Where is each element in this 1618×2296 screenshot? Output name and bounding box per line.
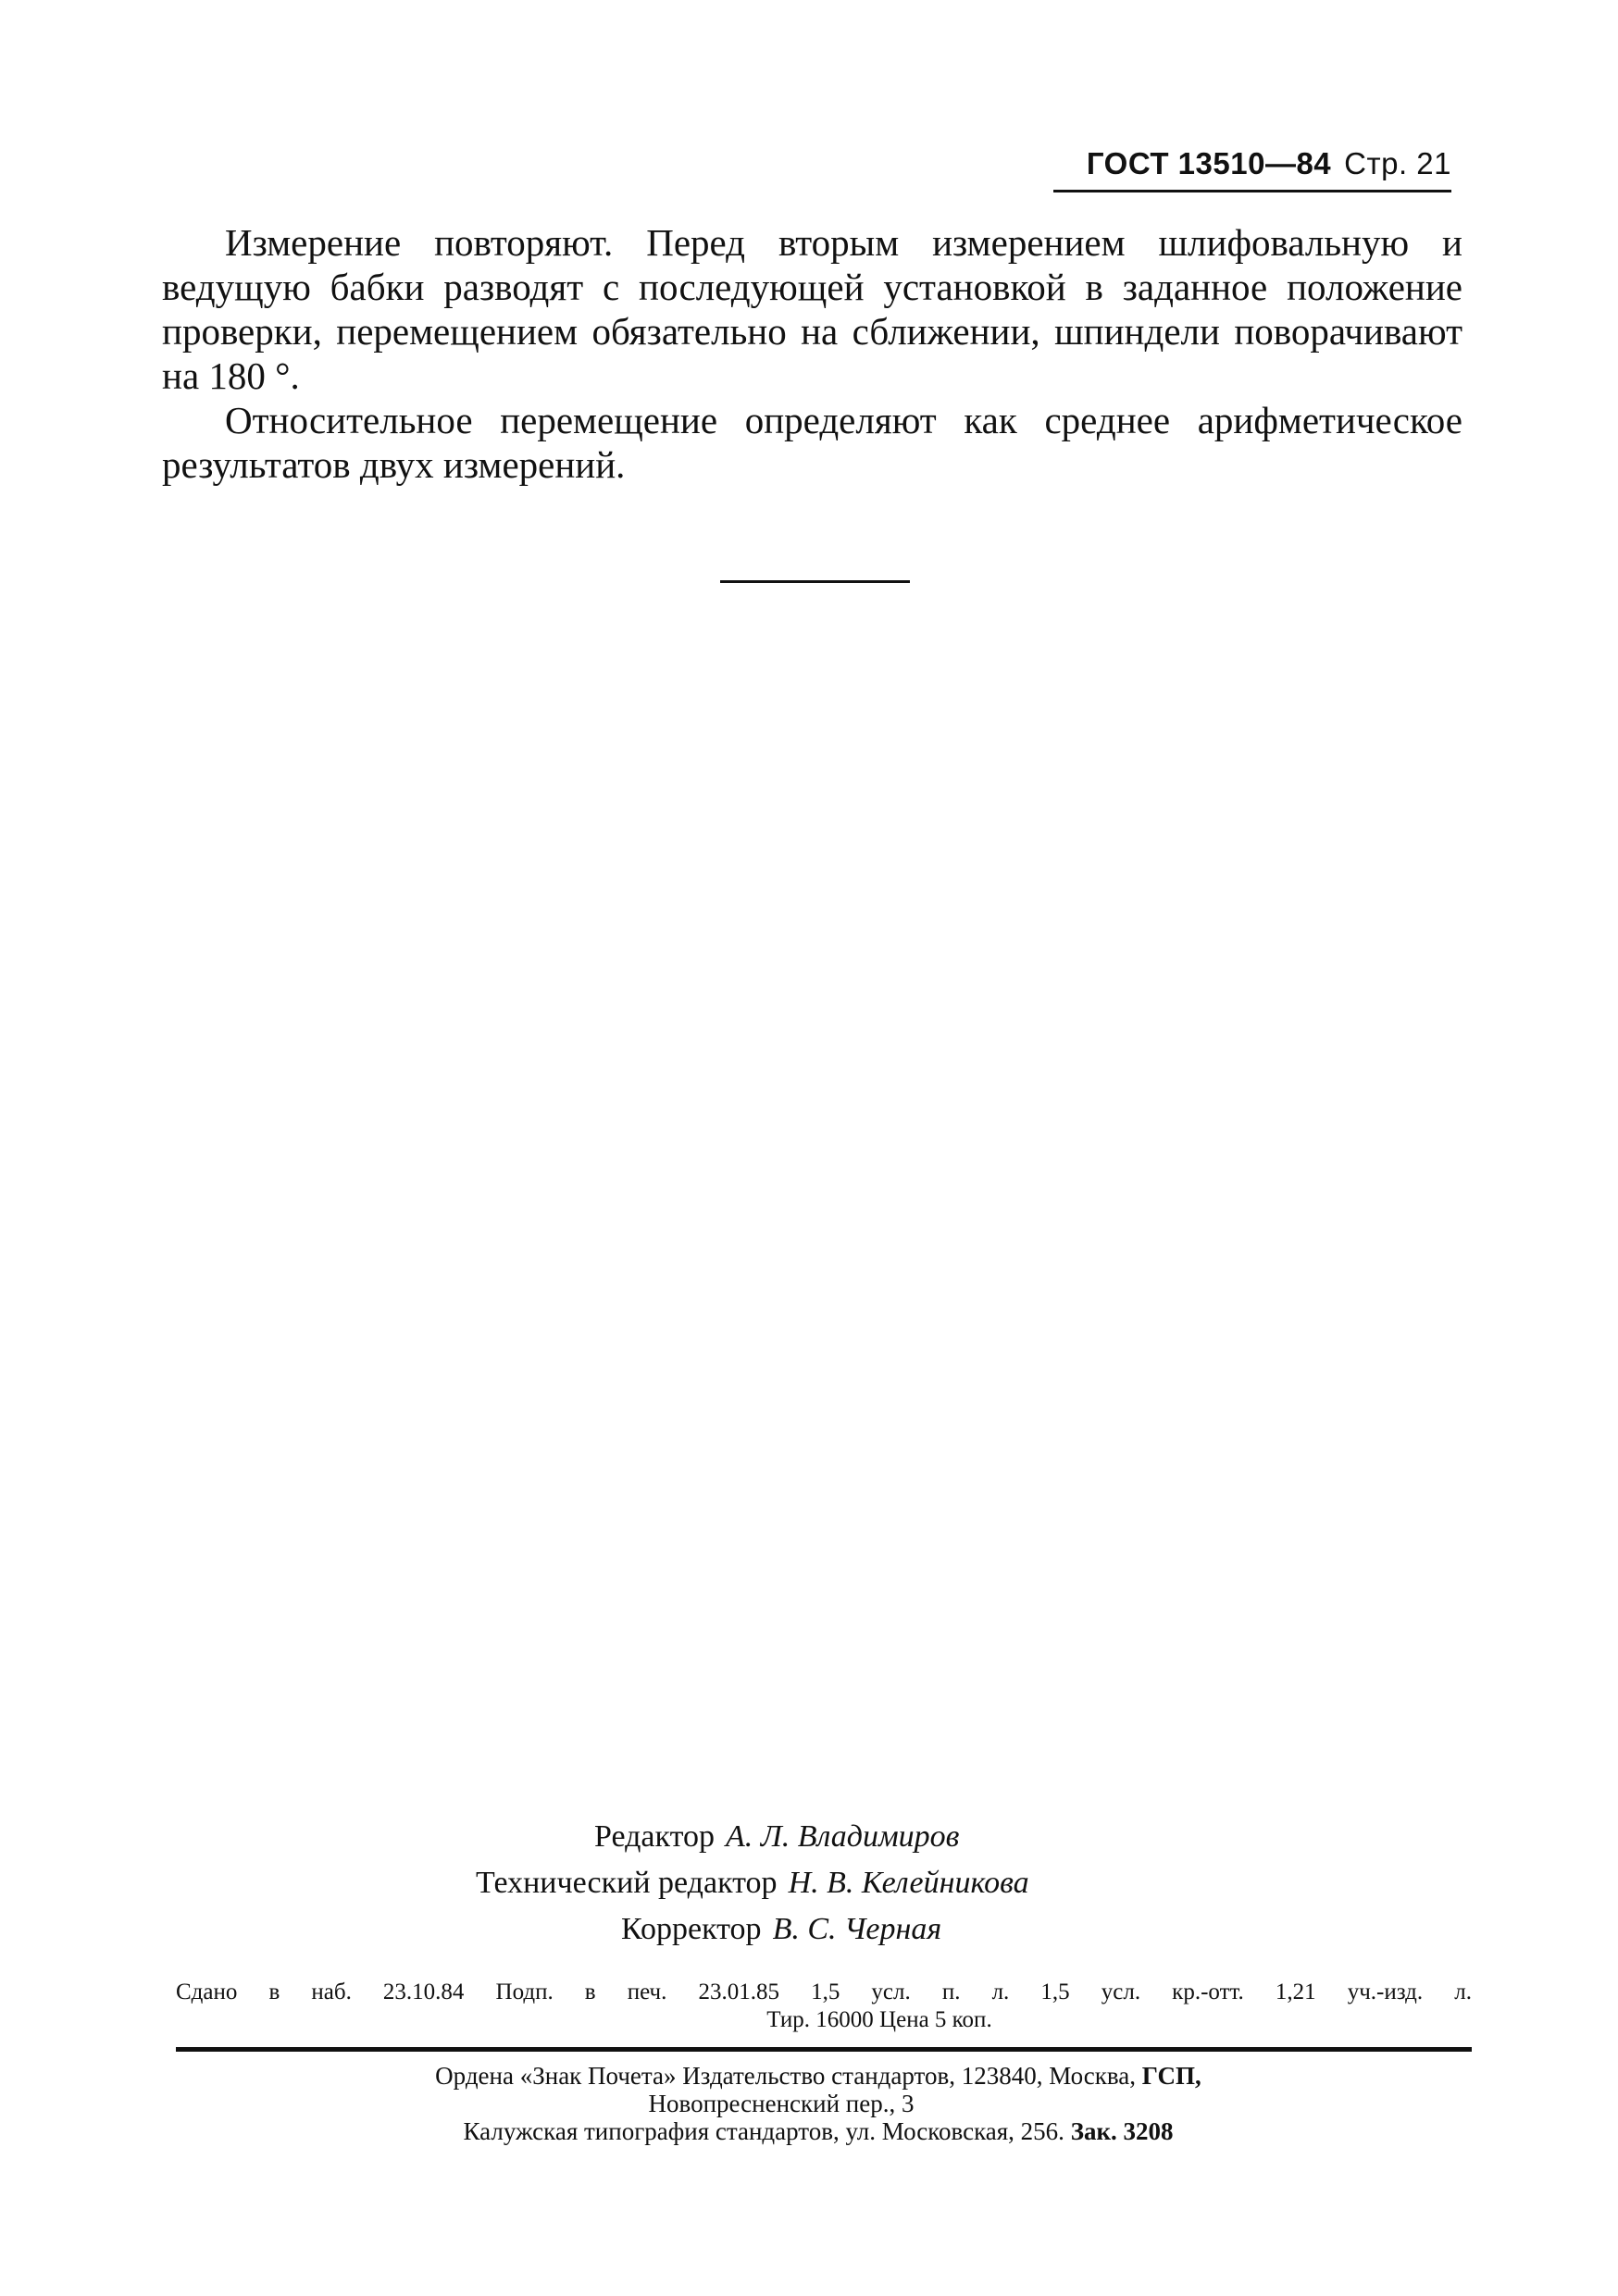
tech-editor-role: Технический редактор [476, 1866, 778, 1900]
editor-name: А. Л. Владимиров [725, 1819, 960, 1854]
imprint-word: кр.-отт. [1172, 1980, 1244, 2004]
credit-technical-editor [476, 1860, 1618, 1906]
publisher-gsp: ГСП, [1141, 2062, 1201, 2090]
imprint-word: Подп. [495, 1980, 554, 2004]
editor-role: Редактор [594, 1819, 715, 1854]
imprint-word: наб. [311, 1980, 352, 2004]
imprint-word: усл. [1101, 1980, 1141, 2004]
imprint-print-details [176, 1979, 1472, 2006]
printing-house-line [19, 2117, 1618, 2145]
body-text [162, 220, 1462, 487]
gost-code: ГОСТ 13510—84 [1086, 146, 1332, 180]
header-rule [1053, 190, 1451, 192]
imprint-word: 1,5 [1040, 1980, 1070, 2004]
paragraph-relative-displacement: Относительное перемещение определяют как среднее арифметическое результатов двух измерений. [162, 399, 1462, 486]
imprint-word: в [268, 1980, 280, 2004]
paragraph-measurement-repeat: Измерение повторяют. Перед вторым измерением шлифовальную и ведущую бабки разводят с последующей установкой в заданное положение проверки, перемещением обязательно на сближении, шпиндели поворачивают на 180 °. [162, 221, 1462, 397]
publisher-address: Новопресненский пер., 3 [648, 2090, 915, 2117]
imprint-word: печ. [627, 1980, 667, 2004]
credit-editor [594, 1814, 1618, 1860]
imprint-word: л. [1454, 1980, 1472, 2004]
page-header [1087, 146, 1451, 181]
imprint-word: уч.-изд. [1347, 1980, 1424, 2004]
corrector-role: Корректор [621, 1912, 762, 1946]
imprint-word: п. [941, 1980, 961, 2004]
imprint-word: л. [991, 1980, 1010, 2004]
publisher-name: Ордена «Знак Почета» Издательство стандартов, 123840, Москва, [435, 2062, 1136, 2090]
print-imprint [176, 1979, 1472, 2034]
imprint-word: 23.01.85 [698, 1980, 779, 2004]
tech-editor-name: Н. В. Келейникова [788, 1866, 1029, 1900]
imprint-word: 1,21 [1275, 1980, 1316, 2004]
page-number: Стр. 21 [1344, 146, 1451, 180]
corrector-name: В. С. Черная [772, 1912, 942, 1946]
imprint-word: Сдано [176, 1980, 238, 2004]
imprint-circulation-price: Тир. 16000 Цена 5 коп. [766, 2007, 992, 2032]
publisher-block [0, 2062, 1618, 2145]
credits-block [0, 1814, 1618, 1953]
imprint-word: в [584, 1980, 596, 2004]
imprint-word: 23.10.84 [382, 1980, 465, 2004]
order-number: Зак. 3208 [1070, 2117, 1174, 2145]
imprint-word: 1,5 [811, 1980, 840, 2004]
imprint-rule [176, 2047, 1472, 2052]
section-divider [720, 580, 910, 583]
credit-corrector [621, 1906, 1618, 1953]
imprint-word: усл. [871, 1980, 911, 2004]
printing-house: Калужская типография стандартов, ул. Московская, 256. [463, 2117, 1064, 2145]
publisher-line [19, 2062, 1618, 2090]
